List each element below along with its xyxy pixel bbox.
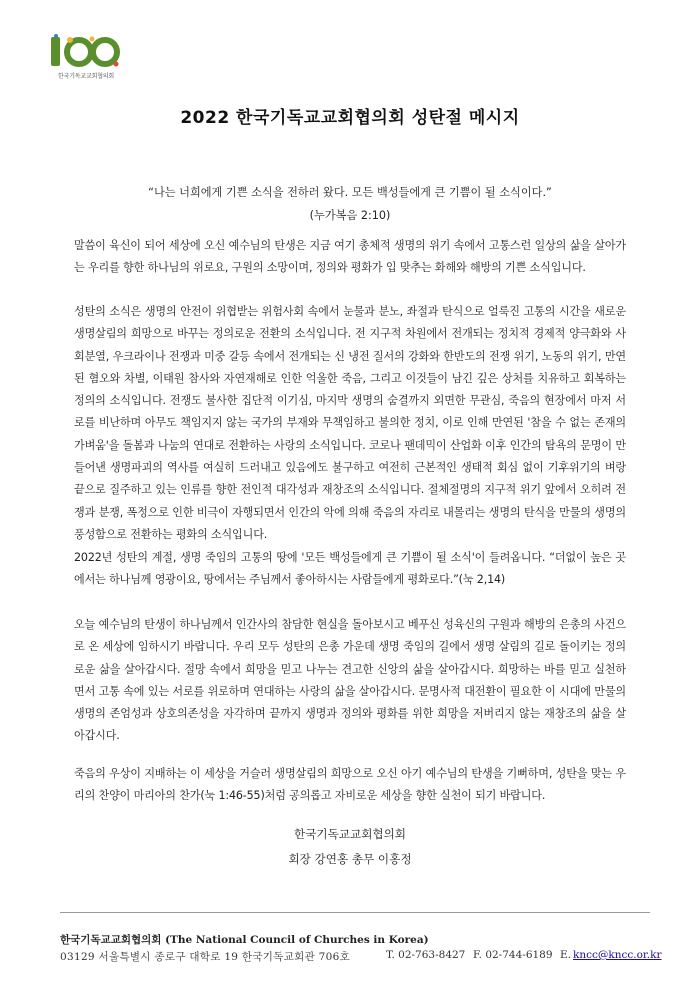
verse-quote: “나는 너희에게 기쁜 소식을 전하러 왔다. 모든 백성들에게 큰 기쁨이 될 소식이다.” bbox=[148, 186, 552, 199]
footer-email-label: E. bbox=[560, 949, 572, 961]
signature-org: 한국기독교교회협의회 bbox=[294, 827, 406, 841]
signature-names: 회장 강연홍 총무 이홍정 bbox=[288, 852, 412, 866]
footer-phone: T. 02-763-8427 bbox=[386, 949, 466, 961]
footer-email-link[interactable]: kncc@kncc.or.kr bbox=[573, 949, 662, 961]
message-paragraph: 성탄의 소식은 생명의 안전이 위협받는 위험사회 속에서 눈물과 분노, 좌절과 탄식으로 얼룩진 고통의 시간을 새로운 생명살림의 희망으로 바꾸는 정의로운 전환의 소식입니다. 전 지구적 차원에서 전개되는 정치적 경제적 양극화와 사회분열, 우크라이나 전쟁과 미중 갈등 속에서 전개되는 신 냉전 질서의 강화와 한반도의 전쟁 위기, 노동의 위기, 만연된 혐오와 차별, 이태원 참사와 자연재해로 인한 억울한 죽음, 그리고 이것들이 남긴 깊은 상처를 치유하고 회복하는 정의의 소식입니다. 전쟁도 불사한 집단적 이기심, 마지막 생명의 숨결까지 외면한 무관심, 죽음의 현장에서 마저 서로를 비난하며 아무도 책임지지 않는 국가의 부재와 무책임하고 불의한 정치, 이로 인해 만연된 '참을 수 없는 존재의 가벼움'을 돌봄과 나눔의 연대로 전환하는 사랑의 소식입니다. 코로나 팬데믹이 산업화 이후 인간의 탐욕의 문명이 만들어낸 생명파괴의 역사를 여실히 드러내고 있음에도 불구하고 여전히 근본적인 생태적 회심 없이 기후위기의 벼랑 끝으로 질주하고 있는 인류를 향한 전인적 대각성과 재창조의 소식입니다. 절체절명의 지구적 위기 앞에서 오히려 전쟁과 분쟁, 폭정으로 인한 비극이 자행되면서 인간의 악에 의해 죽음의 자리로 내몰리는 생명의 탄식을 만물의 생명의 풍성함으로 전환하는 평화의 소식입니다. bbox=[74, 305, 626, 541]
footer-contact bbox=[60, 949, 662, 963]
footer-fax: F. 02-744-6189 bbox=[473, 949, 553, 961]
verse-reference: (누가복음 2:10) bbox=[309, 209, 391, 222]
message-paragraph: 오늘 예수님의 탄생이 하나님께서 인간사의 참담한 현실을 돌아보시고 베푸신 성육신의 구원과 해방의 은총의 사건으로 온 세상에 임하시기 바랍니다. 우리 모두 성탄의 은총 가운데 생명 죽임의 길에서 생명 살림의 길로 돌이키는 정의로운 삶을 살아갑시다. 절망 속에서 희망을 믿고 나누는 견고한 신앙의 삶을 살아갑시다. 희망하는 바를 믿고 실천하면서 고통 속에 있는 서로를 위로하며 연대하는 사랑의 삶을 살아갑시다. 문명사적 대전환이 필요한 이 시대에 만물의 생명의 존엄성과 상호의존성을 자각하며 끝까지 생명과 정의와 평화를 위한 희망을 저버리지 않는 재창조의 삶을 살아갑시다. bbox=[74, 618, 626, 743]
document-title: 2022 한국기독교교회협의회 성탄절 메시지 bbox=[180, 108, 520, 128]
footer-address: 03129 서울특별시 종로구 대학로 19 한국기독교회관 706호 bbox=[60, 951, 351, 963]
logo-org-name: 한국기독교교회협의회 bbox=[58, 73, 114, 80]
kncc-100-logo bbox=[46, 34, 126, 82]
message-paragraph: 말씀이 육신이 되어 세상에 오신 예수님의 탄생은 지금 여기 총체적 생명의 위기 속에서 고통스런 일상의 삶을 살아가는 우리를 향한 하나님의 위로요, 구원의 소망이며, 정의와 평화가 입 맞추는 화해와 해방의 기쁜 소식입니다. bbox=[74, 239, 626, 275]
footer-org: 한국기독교교회협의회 (The National Council of Churches in Korea) bbox=[60, 934, 429, 946]
logo-100-mark bbox=[48, 34, 124, 68]
footer-divider bbox=[60, 912, 650, 913]
scripture-verse bbox=[80, 181, 620, 227]
message-paragraph: 죽음의 우상이 지배하는 이 세상을 거슬러 생명살림의 희망으로 오신 아기 예수님의 탄생을 기뻐하며, 성탄을 맞는 우리의 찬양이 마리아의 찬가(눅 1:46-55)처럼 공의롭고 자비로운 세상을 향한 실천이 되기 바랍니다. bbox=[74, 767, 626, 803]
message-paragraph: 2022년 성탄의 계절, 생명 죽임의 고통의 땅에 '모든 백성들에게 큰 기쁨이 될 소식'이 들려옵니다. “더없이 높은 곳에서는 하나님께 영광이요, 땅에서는 주님께서 좋아하시는 사람들에게 평화로다.”(눅 2,14) bbox=[74, 551, 626, 587]
